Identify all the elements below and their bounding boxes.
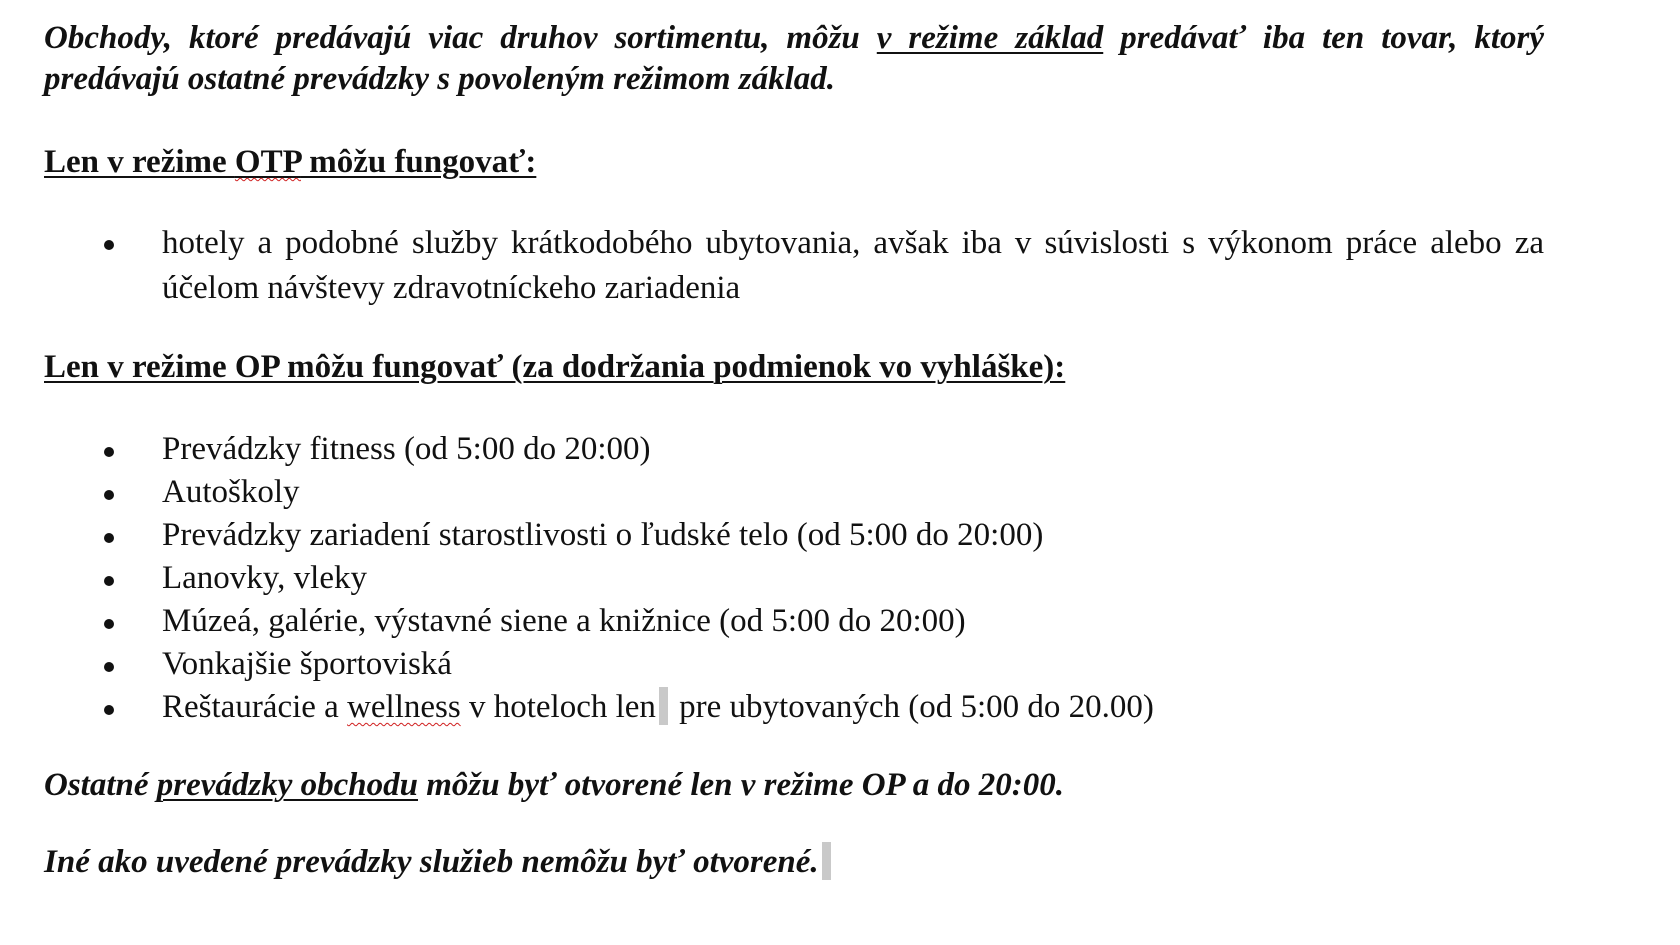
selection-highlight	[659, 687, 668, 725]
bullet-icon	[104, 240, 114, 250]
spacer	[44, 388, 1544, 428]
spacer	[44, 100, 1544, 142]
list-item	[44, 686, 1544, 729]
text-cursor-highlight[interactable]	[822, 842, 831, 880]
list-item	[44, 600, 1544, 643]
list-item-text-pre: Reštaurácie a	[162, 689, 348, 725]
list-item	[44, 643, 1544, 686]
closing1-post: môžu byť otvorené len v režime OP a do 20:00.	[418, 767, 1064, 803]
list-item	[44, 557, 1544, 600]
wellness-spellcheck-flag: wellness	[347, 689, 461, 725]
closing1-underlined: prevádzky obchodu	[156, 767, 418, 803]
otp-heading-pre: Len v režime	[44, 144, 235, 180]
op-heading-text: Len v režime OP môžu fungovať (za dodržania podmienok vo vyhláške):	[44, 349, 1066, 385]
intro-text-start: Obchody, ktoré predávajú viac druhov sortimentu, môžu	[44, 20, 877, 56]
list-item-text: Lanovky, vleky	[162, 560, 367, 596]
bullet-icon	[104, 619, 114, 629]
otp-spellcheck-flag: OTP	[234, 144, 301, 180]
intro-underlined-phrase: v režime základ	[876, 20, 1104, 56]
list-item-text: Prevádzky zariadení starostlivosti o ľudské telo (od 5:00 do 20:00)	[162, 517, 1044, 553]
list-item-text: Prevádzky fitness (od 5:00 do 20:00)	[162, 431, 651, 467]
op-list	[44, 428, 1544, 729]
list-item	[44, 514, 1544, 557]
op-heading	[44, 347, 1544, 388]
list-item-text-post: pre ubytovaných (od 5:00 do 20.00)	[670, 689, 1154, 725]
bullet-icon	[104, 705, 114, 715]
bullet-icon	[104, 447, 114, 457]
otp-heading	[44, 142, 1544, 183]
intro-paragraph	[44, 18, 1544, 100]
document-page	[44, 18, 1544, 883]
closing-paragraph-2	[44, 842, 1544, 883]
otp-heading-text	[44, 144, 536, 180]
list-item-text-mid: v hoteloch len	[460, 689, 656, 725]
otp-heading-post: môžu fungovať:	[300, 144, 537, 180]
closing-paragraph-1	[44, 765, 1544, 806]
list-item-text: Autoškoly	[162, 474, 300, 510]
spacer	[44, 311, 1544, 347]
list-item	[44, 428, 1544, 471]
list-item-text: hotely a podobné služby krátkodobého ubytovania, avšak iba v súvislosti s výkonom práce alebo za účelom návštevy zdravotníckeho zariadenia	[162, 225, 1544, 306]
spacer	[44, 806, 1544, 842]
bullet-icon	[104, 662, 114, 672]
bullet-icon	[104, 533, 114, 543]
otp-list	[44, 221, 1544, 311]
list-item-text: Vonkajšie športoviská	[162, 646, 452, 682]
list-item-text: Múzeá, galérie, výstavné siene a knižnice (od 5:00 do 20:00)	[162, 603, 966, 639]
spacer	[44, 183, 1544, 221]
bullet-icon	[104, 576, 114, 586]
spacer	[44, 729, 1544, 765]
list-item	[44, 221, 1544, 311]
closing2-text: Iné ako uvedené prevádzky služieb nemôžu byť otvorené.	[44, 844, 819, 880]
intro-text-end: predávať iba ten tovar, ktorý predávajú ostatné prevádzky s povoleným režimom základ.	[44, 20, 1544, 97]
list-item	[44, 471, 1544, 514]
bullet-icon	[104, 490, 114, 500]
closing1-pre: Ostatné	[44, 767, 157, 803]
